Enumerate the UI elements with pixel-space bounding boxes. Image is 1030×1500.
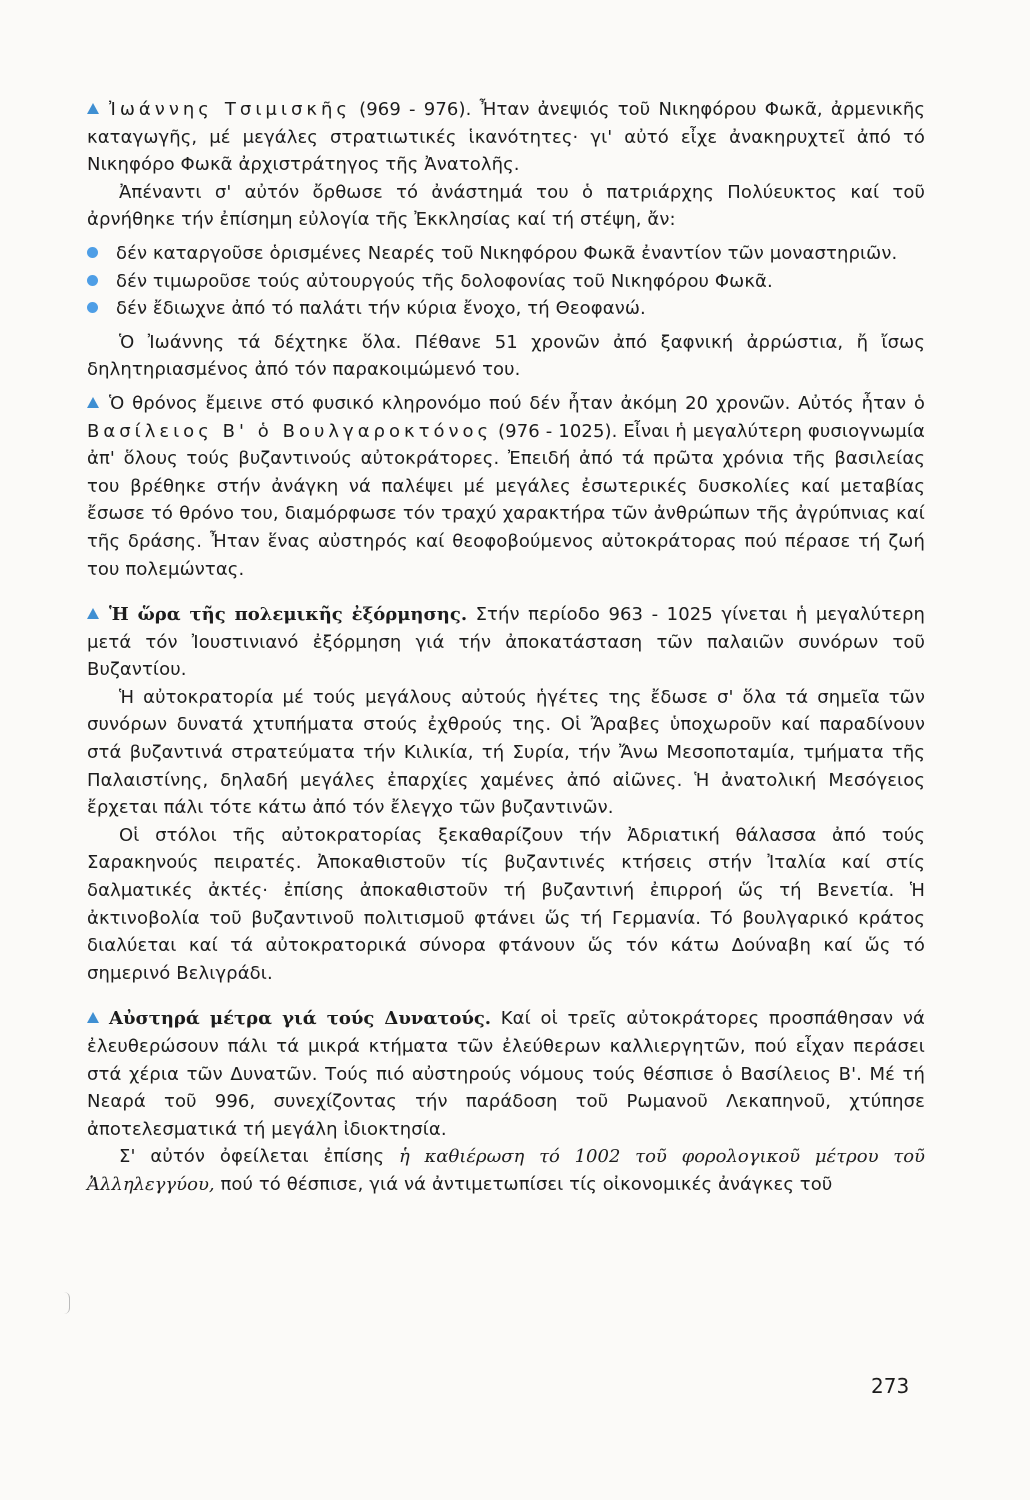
list-item: δέν τιμωροῦσε τούς αὐτουργούς τῆς δολοφονίας τοῦ Νικηφόρου Φωκᾶ. — [87, 268, 925, 296]
emperor-name-vasileios: Βασίλειος Β' ὁ Βουλγαροκτόνος — [87, 420, 493, 442]
emperor-years-vasileios: (976 - 1025). — [492, 420, 618, 442]
section-text: Εἶναι ἡ μεγαλύτερη φυσιογνωμία ἀπ' ὅλους τούς βυζαντινούς αὐτοκράτορες. Ἐπειδή ἀπό τά πρῶτα χρόνια τῆς βασιλείας του βρέθηκε στήν ἀνάγκη νά παλέψει μέ μεγάλες ἐσωτερικές δυσκολίες καί μεταβίας ἔσωσε τό θρόνο του, διαμόρφωσε τόν τραχύ χαρακτήρα τῶν ἀνθρώπων τῆς ἀγρύπνιας καί τῆς δράσης. Ἦταν ἕνας αὐστηρός καί θεοφοβούμενος αὐτοκράτορας πού πέρασε τή ζωή του πολεμώντας. — [87, 420, 925, 580]
emperor-name-tsimiskis: Ἰωάννης Τσιμισκῆς — [109, 99, 351, 120]
section-text: Ὁ θρόνος ἔμεινε στό φυσικό κληρονόμο πού δέν ἦταν ἀκόμη 20 χρονῶν. Αὐτός ἦταν ὁ — [109, 392, 925, 414]
blue-dot-icon — [87, 247, 98, 258]
page-number: 273 — [871, 1374, 910, 1398]
margin-mark — [64, 1292, 70, 1314]
blue-triangle-icon — [87, 1012, 99, 1023]
emperor-years-tsimiskis: (969 - 976). — [359, 99, 472, 120]
section-tsimiskis-intro — [87, 96, 925, 179]
page-body — [87, 96, 925, 1199]
blue-triangle-icon — [87, 397, 99, 408]
section-text: Στήν περίοδο 963 - 1025 γίνεται ἡ μεγαλύτερη μετά τόν Ἰουστινιανό ἐξόρμηση γιά τήν ἀποκατάσταση τῶν παλαιῶν συνόρων τοῦ Βυζαντίου. — [87, 604, 925, 681]
paragraph-patriarch: Ἀπέναντι σ' αὐτόν ὄρθωσε τό ἀνάστημά του ὁ πατριάρχης Πολύευκτος καί τοῦ ἀρνήθηκε τήν ἐπίσημη εὐλογία τῆς Ἐκκλησίας καί τή στέψη, ἄν: — [87, 181, 925, 231]
section-war-expansion — [87, 601, 925, 684]
paragraph-borders: Ἡ αὐτοκρατορία μέ τούς μεγάλους αὐτούς ἡγέτες της ἔδωσε σ' ὅλα τά σημεῖα τῶν συνόρων δυνατά χτυπήματα στούς ἐχθρούς της. Οἱ Ἄραβες ὑποχωροῦν καί παραδίνουν στά βυζαντινά στρατεύματα τήν Κιλικία, τή Συρία, τήν Ἄνω Μεσοποταμία, τμήματα τῆς Παλαιστίνης, δηλαδή μεγάλες ἐπαρχίες χαμένες ἀπό αἰῶνες. Ἡ ἀνατολική Μεσόγειος ἔρχεται πάλι τότε κάτω ἀπό τόν ἔλεγχο τῶν βυζαντινῶν. — [87, 686, 925, 819]
section-heading: Αὐστηρά μέτρα γιά τούς Δυνατούς. — [109, 1008, 492, 1030]
blue-triangle-icon — [87, 608, 99, 619]
paragraph-ioannis-death: Ὁ Ἰωάννης τά δέχτηκε ὅλα. Πέθανε 51 χρονῶν ἀπό ξαφνική ἀρρώστια, ἤ ἴσως δηλητηριασμένος ἀπό τόν παρακοιμώμενό του. — [87, 331, 925, 381]
section-text: Καί οἱ τρεῖς αὐτοκράτορες προσπάθησαν νά ἐλευθερώσουν πάλι τά μικρά κτήματα τῶν ἐλεύθερων καλλιεργητῶν, πού εἶχαν περάσει στά χέρια τῶν Δυνατῶν. Τούς πιό αὐστηρούς νόμους τούς θέσπισε ὁ Βασίλειος Β'. Μέ τή Νεαρά τοῦ 996, συνεχίζοντας τήν παράδοση τοῦ Ρωμανοῦ Λεκαπηνοῦ, χτύπησε ἀποτελεσματικά τή μεγάλη ἰδιοκτησία. — [87, 1008, 925, 1140]
paragraph-allilengyon: Σ' αὐτόν ὀφείλεται ἐπίσης ἡ καθιέρωση τό 1002 τοῦ φορολογικοῦ μέτρου τοῦ Ἀλληλεγγύου, πού τό θέσπισε, γιά νά ἀντιμετωπίσει τίς οἰκονομικές ἀνάγκες τοῦ — [87, 1146, 925, 1195]
list-item: δέν καταργοῦσε ὁρισμένες Νεαρές τοῦ Νικηφόρου Φωκᾶ ἐναντίον τῶν μοναστηριῶν. — [87, 240, 925, 268]
section-strict-measures — [87, 1005, 925, 1143]
section-vasileios — [87, 390, 925, 583]
list-item: δέν ἔδιωχνε ἀπό τό παλάτι τήν κύρια ἔνοχο, τή Θεοφανώ. — [87, 295, 925, 323]
blue-triangle-icon — [87, 103, 99, 114]
section-text: Ἦταν ἀνεψιός τοῦ Νικηφόρου Φωκᾶ, ἀρμενικῆς καταγωγῆς, μέ μεγάλες στρατιωτικές ἱκανότητες· γι' αὐτό εἶχε ἀνακηρυχτεῖ ἀπό τό Νικηφόρο Φωκᾶ ἀρχιστράτηγος τῆς Ἀνατολῆς. — [87, 99, 925, 176]
blue-dot-icon — [87, 275, 98, 286]
italic-phrase: ἡ καθιέρωση τό 1002 τοῦ φορολογικοῦ μέτρου τοῦ Ἀλληλεγγύου, — [87, 1146, 925, 1195]
paragraph-fleets: Οἱ στόλοι τῆς αὐτοκρατορίας ξεκαθαρίζουν τήν Ἀδριατική θάλασσα ἀπό τούς Σαρακηνούς πειρατές. Ἀποκαθιστοῦν τίς βυζαντινές κτήσεις στήν Ἰταλία καί στίς δαλματικές ἀκτές· ἐπίσης ἀποκαθιστοῦν τή βυζαντινή ἐπιρροή ὥς τή Βενετία. Ἡ ἀκτινοβολία τοῦ βυζαντινοῦ πολιτισμοῦ φτάνει ὥς τή Γερμανία. Τό βουλγαρικό κράτος διαλύεται καί τά αὐτοκρατορικά σύνορα φτάνουν ὥς τόν κάτω Δούναβη καί ὥς τό σημερινό Βελιγράδι. — [87, 824, 925, 984]
section-heading: Ἡ ὥρα τῆς πολεμικῆς ἐξόρμησης. — [109, 604, 468, 626]
blue-dot-icon — [87, 302, 98, 313]
